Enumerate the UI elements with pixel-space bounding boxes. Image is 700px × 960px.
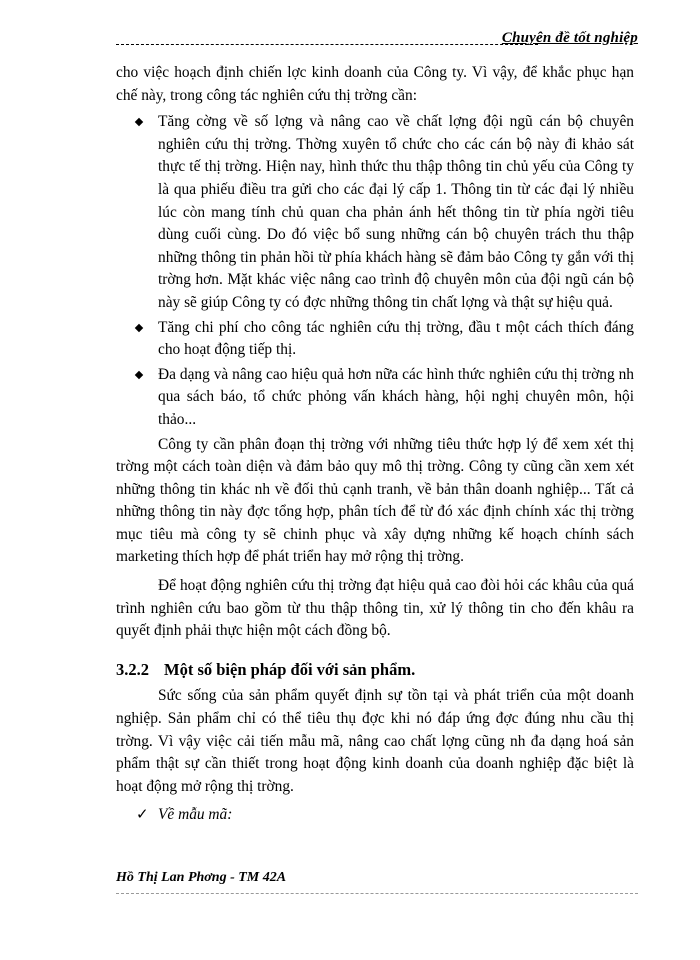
- bullet-item: [116, 317, 634, 362]
- document-body: [116, 62, 634, 827]
- paragraph-intro: cho việc hoạch định chiến lợc kinh doanh của Công ty. Vì vậy, để khắc phục hạn chế này, trong công tác nghiên cứu thị trờng cần:: [116, 64, 634, 104]
- section-3-2-2: [116, 659, 634, 827]
- paragraph-research: Để hoạt động nghiên cứu thị trờng đạt hiệu quả cao đòi hỏi các khâu của quá trình nghiên cứu bao gồm từ thu thập thông tin, xử lý thông tin cho đến khâu ra quyết định phải thực hiện một cách đồng bộ.: [116, 577, 634, 640]
- diamond-bullet-icon: [135, 118, 143, 126]
- section-title: Một số biện pháp đối với sản phẩm.: [164, 659, 416, 679]
- diamond-bullet-icon: [135, 370, 143, 378]
- page-header: [116, 30, 638, 50]
- checkmark-icon: ✓: [136, 807, 149, 824]
- section-paragraph: Sức sống của sản phẩm quyết định sự tồn tại và phát triển của một doanh nghiệp. Sản phẩm chỉ có thể tiêu thụ đợc khi nó đáp ứng đợc đúng nhu cầu thị trờng. Vì vậy việc cải tiến mẫu mã, nâng cao chất lợng cũng nh đa dạng hoá sản phẩm thật sự cần thiết trong hoạt động kinh doanh của doanh nghiệp đặc biệt là hoạt động mở rộng thị trờng.: [116, 687, 634, 795]
- subheading-text: Về mẫu mã:: [158, 806, 233, 824]
- bullet-text: Tăng cờng về số lợng và nâng cao về chất lợng đội ngũ cán bộ chuyên nghiên cứu thị trờng. Thờng xuyên tổ chức cho các cán bộ này đi khảo sát thực tế thị trờng. Hiện nay, hình thức thu thập thông tin chủ yếu của Công ty là qua phiếu điều tra gửi cho các đại lý cấp 1. Thông tin từ các đại lý nhiều lúc còn mang tính chủ quan cha phản ánh hết thông tin từ phía ngời tiêu dùng cuối cùng. Do đó việc bổ sung những cán bộ chuyên trách thu thập những thông tin phản hồi từ phía khách hàng sẽ đảm bảo Công ty gắn với thị trờng hơn. Mặt khác việc nâng cao trình độ chuyên môn của đội ngũ cán bộ này sẽ giúp Công ty có đợc những thông tin chất lợng và thật sự hiệu quả.: [158, 113, 634, 311]
- bullet-text: Tăng chi phí cho công tác nghiên cứu thị trờng, đầu t một cách thích đáng cho hoạt động tiếp thị.: [158, 318, 634, 359]
- header-title: Chuyên đề tốt nghiệp: [501, 30, 638, 46]
- section-number: 3.2.2: [116, 659, 149, 679]
- bullet-item: [116, 111, 634, 314]
- footer-dashed-rule: [116, 893, 638, 894]
- header-dashed-rule: [116, 44, 538, 45]
- section-heading: [116, 659, 634, 682]
- page-footer: Hồ Thị Lan Phơng - TM 42A: [116, 870, 287, 885]
- bullet-list: [116, 111, 634, 431]
- paragraph-segmentation: Công ty cần phân đoạn thị trờng với những tiêu thức hợp lý để xem xét thị trờng một cách toàn diện và đảm bảo quy mô thị trờng. Công ty cũng cần xem xét những thông tin khác nh về đối thủ cạnh tranh, về bản thân doanh nghiệp... Tất cả những thông tin này đợc tổng hợp, phân tích để từ đó xác định chính xác thị trờng mục tiêu mà công ty sẽ chinh phục và xây dựng những kế hoạch chính sách marketing thích hợp để phát triển hay mở rộng thị trờng.: [116, 435, 634, 566]
- bullet-item: [116, 364, 634, 432]
- subheading-design: [116, 804, 634, 827]
- diamond-bullet-icon: [135, 323, 143, 331]
- bullet-text: Đa dạng và nâng cao hiệu quả hơn nữa các hình thức nghiên cứu thị trờng nh qua sách báo, tổ chức phỏng vấn khách hàng, hội nghị chuyên môn, hội thảo...: [158, 365, 634, 428]
